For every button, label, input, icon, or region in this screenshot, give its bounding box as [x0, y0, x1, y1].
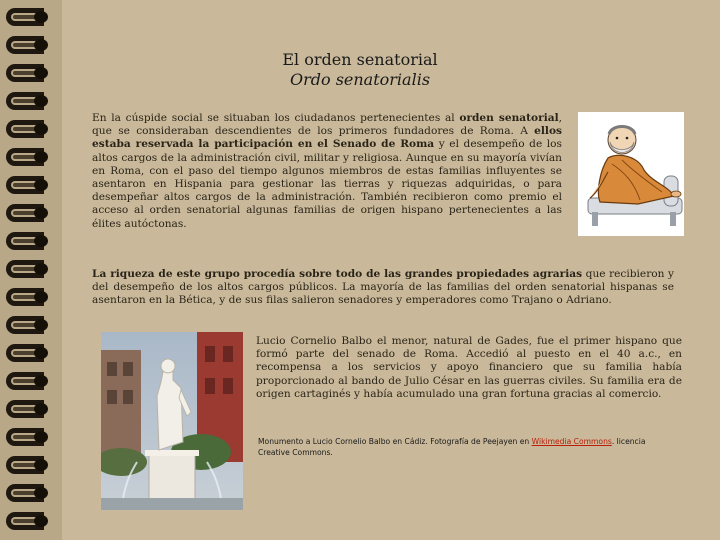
paragraph-text: y el desempeño de los altos cargos de la administración civil, militar y religiosa. Aunque en su mayoría vivían en Roma, con el paso del tiempo algunos miembros de estas familias influyentes se asentaron en Hispania para gestionar las tierras y riquezas adquiridas, o para desempeñar altos cargos de la administración. También recibieron como premio el acceso al orden senatorial algunas familias de origen hispano pertenecientes a las élites autóctonas. [92, 138, 562, 230]
binding-ring [4, 230, 52, 252]
page-subtitle: Ordo senatorialis [289, 70, 431, 89]
binding-ring [4, 342, 52, 364]
senator-illustration [578, 112, 684, 236]
monument-drawing [101, 332, 243, 510]
highlight-text: ellos estaba reservada la participación en el Senado de Roma [92, 125, 562, 151]
binding-ring [4, 146, 52, 168]
binding-ring [4, 370, 52, 392]
paragraph-intro [92, 112, 562, 231]
paragraph-balbo: Lucio Cornelio Balbo el menor, natural de Gades, fue el primer hispano que formó parte del senado de Roma. Accedió al puesto en el 40 a.c., en recompensa a los servicios y apoyo financiero que su familia había proporcionado al bando de Julio César en las guerras civiles. Su familia era de origen cartaginés y había acumulado una gran fortuna gracias al comercio. [256, 335, 682, 400]
photo-caption [258, 436, 678, 458]
binding-ring [4, 90, 52, 112]
binding-ring [4, 314, 52, 336]
paragraph-text: En la cúspide social se situaban los ciudadanos pertenecientes al [92, 112, 460, 124]
monument-photo [101, 332, 243, 510]
paragraph-text: , que se consideraban descendientes de los primeros fundadores de Roma. A [92, 112, 562, 138]
binding-ring [4, 482, 52, 504]
paragraph-text: que recibieron y del desempeño de los altos cargos públicos. La mayoría de las familias del orden senatorial hispanas se asentaron en la Bética, y de sus filas salieron senadores y emperadores como Trajano o Adriano. [92, 268, 675, 307]
caption-text: Monumento a Lucio Cornelio Balbo en Cádiz. Fotografía de Peejayen en [258, 437, 532, 446]
highlight-text: La riqueza de este grupo procedía sobre todo de las grandes propiedades agrarias [92, 268, 583, 280]
binding-ring [4, 454, 52, 476]
binding-ring [4, 202, 52, 224]
binding-ring [4, 6, 52, 28]
wikimedia-commons-link[interactable]: Wikimedia Commons [531, 437, 612, 446]
binding-ring [4, 118, 52, 140]
highlight-text: orden senatorial [459, 112, 559, 124]
binding-ring [4, 398, 52, 420]
binding-ring [4, 258, 52, 280]
page-title: El orden senatorial [282, 50, 438, 69]
binding-ring [4, 174, 52, 196]
paragraph-wealth [92, 268, 674, 308]
binding-ring [4, 286, 52, 308]
binding-ring [4, 426, 52, 448]
caption-license: . licencia Creative Commons. [258, 437, 646, 457]
senator-drawing [578, 112, 684, 236]
binding-ring [4, 510, 52, 532]
